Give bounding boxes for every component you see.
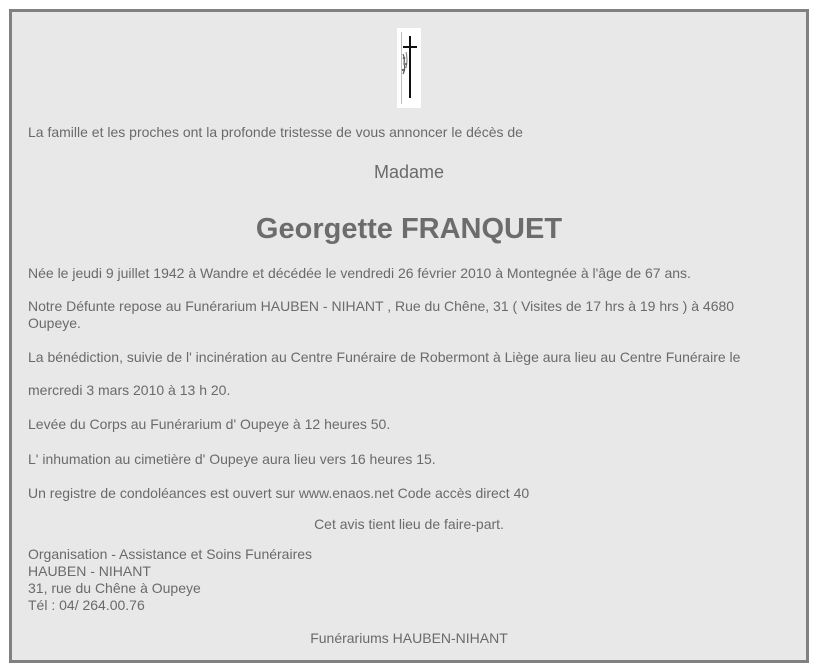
- faire-part-text: Cet avis tient lieu de faire-part.: [314, 516, 504, 532]
- birth-death-text: Née le jeudi 9 juillet 1942 à Wandre et décédée le vendredi 26 février 2010 à Montegnée à l'âge de 67 ans.: [28, 265, 691, 281]
- organisation-phone: Tél : 04/ 264.00.76: [28, 597, 145, 613]
- organisation-name: HAUBEN - NIHANT: [28, 563, 151, 579]
- footer-label: Funérariums HAUBEN-NIHANT: [310, 630, 508, 646]
- inhumation-text: L' inhumation au cimetière d' Oupeye aura lieu vers 16 heures 15.: [28, 451, 436, 467]
- organisation-block: [28, 546, 312, 614]
- registre-text: Un registre de condoléances est ouvert sur www.enaos.net Code accès direct 40: [28, 485, 530, 501]
- benediction-date-text: mercredi 3 mars 2010 à 13 h 20.: [28, 382, 231, 398]
- levee-text: Levée du Corps au Funérarium d' Oupeye à 12 heures 50.: [28, 416, 391, 432]
- organisation-address: 31, rue du Chêne à Oupeye: [28, 580, 201, 596]
- title-text: Madame: [373, 162, 445, 182]
- organisation-line: Organisation - Assistance et Soins Funéraires: [28, 546, 313, 562]
- intro-text: La famille et les proches ont la profonde tristesse de vous annoncer le décès de: [28, 124, 523, 140]
- death-notice: [9, 9, 809, 663]
- deceased-name: Georgette FRANQUET: [255, 213, 563, 245]
- benediction-text: La bénédiction, suivie de l' incinération au Centre Funéraire de Robermont à Liège aura lieu au Centre Funéraire le: [28, 349, 741, 365]
- cross-flowers-icon: [397, 28, 421, 108]
- repose-text: Notre Défunte repose au Funérarium HAUBEN - NIHANT , Rue du Chêne, 31 ( Visites de 17 hrs à 19 hrs ) à 4680 Oupeye.: [28, 298, 735, 331]
